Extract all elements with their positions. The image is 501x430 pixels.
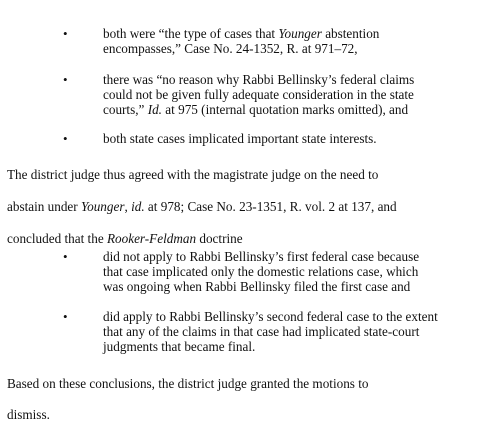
text-line: concluded that the Rooker-Feldman doctrine	[7, 231, 243, 246]
text-line: did not apply to Rabbi Bellinsky’s first federal case because	[103, 249, 420, 264]
italic-text: Rooker-Feldman	[106, 231, 197, 246]
bullet-marker: •	[63, 131, 68, 146]
text-line: both were “the type of cases that Younger abstention	[103, 26, 380, 41]
bullet-text	[103, 72, 493, 117]
text-line: that any of the claims in that case had implicated state-court	[103, 324, 420, 339]
italic-text: Younger	[278, 26, 322, 41]
bullet-marker: •	[63, 72, 68, 87]
bullet-text	[103, 26, 493, 56]
text-line: was ongoing when Rabbi Bellinsky filed the first case and	[103, 279, 411, 294]
paragraph-district-judge	[7, 159, 497, 255]
text-line: that case implicated only the domestic relations case, which	[103, 264, 419, 279]
italic-text: Id.	[147, 102, 162, 117]
bullet-text	[103, 309, 493, 354]
italic-text: Younger	[80, 199, 125, 214]
paragraph-conclusions	[7, 368, 497, 430]
text-line: dismiss.	[7, 407, 50, 422]
bullet-marker: •	[63, 26, 68, 41]
text-line: there was “no reason why Rabbi Bellinsky’s federal claims	[103, 72, 415, 87]
text-line: Based on these conclusions, the district judge granted the motions to	[7, 376, 369, 391]
text-line: did apply to Rabbi Bellinsky’s second federal case to the extent	[103, 309, 438, 324]
italic-text: id.	[131, 199, 145, 214]
text-line: could not be given fully adequate consideration in the state	[103, 87, 414, 102]
text-line: encompasses,” Case No. 24-1352, R. at 971–72,	[103, 41, 358, 56]
bullet-text	[103, 249, 493, 294]
text-line: courts,” Id. at 975 (internal quotation marks omitted), and	[103, 102, 409, 117]
text-line: The district judge thus agreed with the magistrate judge on the need to	[7, 167, 379, 182]
bullet-marker: •	[63, 249, 68, 264]
bullet-marker: •	[63, 309, 68, 324]
text-line: abstain under Younger, id. at 978; Case No. 23-1351, R. vol. 2 at 137, and	[7, 199, 397, 214]
text-line: both state cases implicated important state interests.	[103, 131, 377, 146]
bullet-text	[103, 131, 493, 146]
text-line: judgments that became final.	[103, 339, 256, 354]
